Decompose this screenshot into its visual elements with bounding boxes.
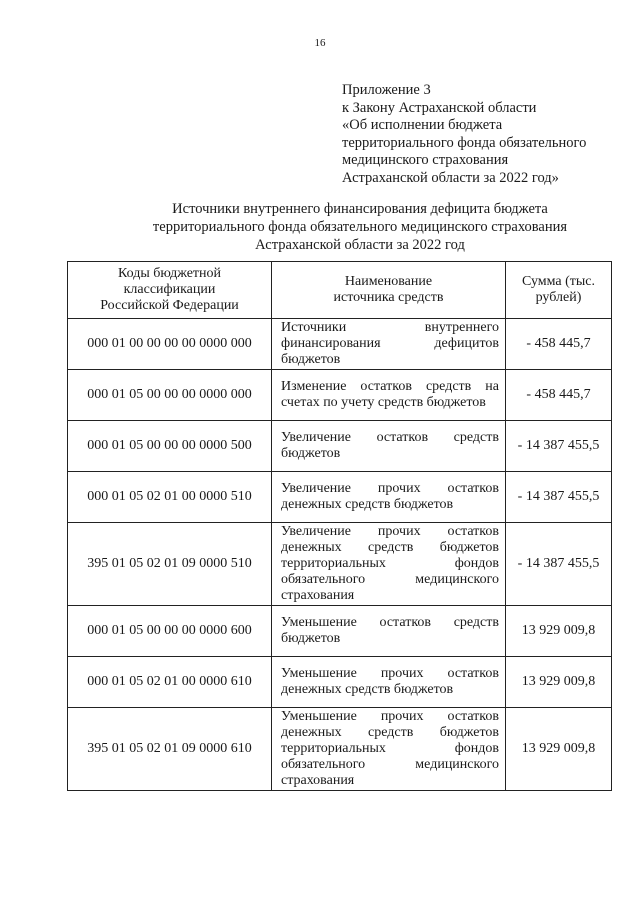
appendix-line: территориального фонда обязательного xyxy=(342,134,587,151)
financing-sources-table xyxy=(67,261,612,791)
row-name: Источники внутреннего финансирования дефицитов бюджетов xyxy=(272,319,506,370)
row-code: 000 01 05 00 00 00 0000 600 xyxy=(68,606,272,657)
row-sum: 13 929 009,8 xyxy=(506,708,612,791)
table-row xyxy=(68,370,612,421)
row-sum: - 14 387 455,5 xyxy=(506,472,612,523)
row-sum: 13 929 009,8 xyxy=(506,657,612,708)
document-title xyxy=(100,200,620,254)
appendix-line: к Закону Астраханской области xyxy=(342,99,537,116)
header-name: Наименование источника средств xyxy=(272,262,506,319)
row-name: Увеличение прочих остатков денежных средств бюджетов xyxy=(272,472,506,523)
row-code: 000 01 05 02 01 00 0000 610 xyxy=(68,657,272,708)
appendix-line: Приложение 3 xyxy=(342,82,431,98)
appendix-line: Астраханской области за 2022 год» xyxy=(342,169,559,186)
title-line: Астраханской области за 2022 год xyxy=(255,237,465,253)
header-sum: Сумма (тыс. рублей) xyxy=(506,262,612,319)
title-line: территориального фонда обязательного медицинского страхования xyxy=(152,219,568,235)
row-sum: - 14 387 455,5 xyxy=(506,523,612,606)
row-code: 000 01 00 00 00 00 0000 000 xyxy=(68,319,272,370)
row-name: Увеличение остатков средств бюджетов xyxy=(272,421,506,472)
row-name: Уменьшение прочих остатков денежных средств бюджетов xyxy=(272,657,506,708)
title-line: Источники внутреннего финансирования дефицита бюджета xyxy=(172,201,548,217)
table-row xyxy=(68,421,612,472)
row-sum: 13 929 009,8 xyxy=(506,606,612,657)
row-name: Увеличение прочих остатков денежных средств бюджетов территориальных фондов обязательного медицинского страхования xyxy=(272,523,506,606)
row-sum: - 14 387 455,5 xyxy=(506,421,612,472)
row-sum: - 458 445,7 xyxy=(506,319,612,370)
appendix-note xyxy=(342,82,622,187)
table-row xyxy=(68,523,612,606)
table-header-row xyxy=(68,262,612,319)
row-code: 395 01 05 02 01 09 0000 510 xyxy=(68,523,272,606)
table-row xyxy=(68,708,612,791)
row-code: 395 01 05 02 01 09 0000 610 xyxy=(68,708,272,791)
appendix-line: медицинского страхования xyxy=(342,152,509,168)
row-code: 000 01 05 00 00 00 0000 500 xyxy=(68,421,272,472)
row-code: 000 01 05 00 00 00 0000 000 xyxy=(68,370,272,421)
row-name: Изменение остатков средств на счетах по учету средств бюджетов xyxy=(272,370,506,421)
table-row xyxy=(68,319,612,370)
appendix-line: «Об исполнении бюджета xyxy=(342,117,503,133)
row-code: 000 01 05 02 01 00 0000 510 xyxy=(68,472,272,523)
page-number: 16 xyxy=(314,37,326,49)
row-name: Уменьшение прочих остатков денежных средств бюджетов территориальных фондов обязательного медицинского страхования xyxy=(272,708,506,791)
row-name: Уменьшение остатков средств бюджетов xyxy=(272,606,506,657)
table-row xyxy=(68,472,612,523)
table-row xyxy=(68,657,612,708)
table-row xyxy=(68,606,612,657)
row-sum: - 458 445,7 xyxy=(506,370,612,421)
header-codes: Коды бюджетной классификации Российской Федерации xyxy=(68,262,272,319)
